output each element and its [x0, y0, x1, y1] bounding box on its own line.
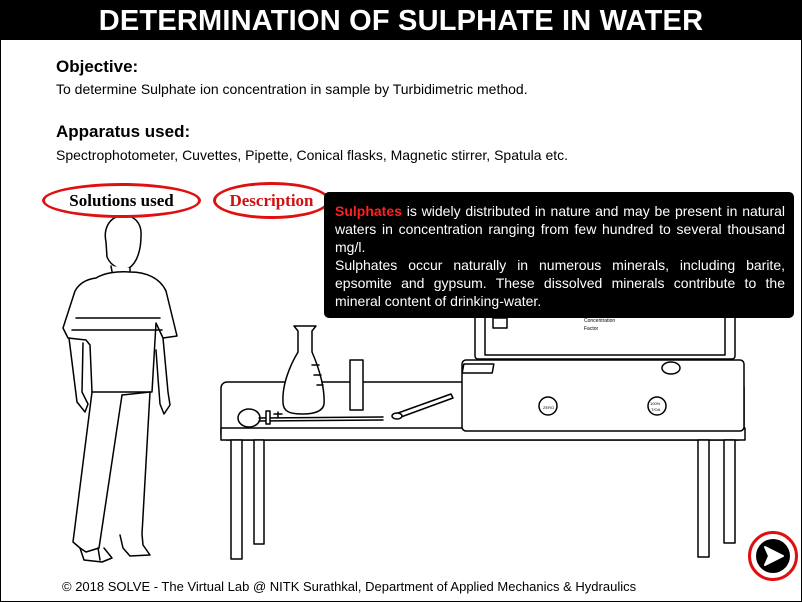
conical-flask: [283, 326, 324, 414]
description-paragraph-2: Sulphates occur naturally in numerous minerals, including barite, epsomite and gypsum. These dissolved minerals contribute to the mineral content of drinking-water.: [335, 257, 785, 309]
cuvette: [350, 360, 363, 410]
next-button[interactable]: [748, 531, 798, 581]
objective-heading: Objective:: [56, 57, 139, 76]
description-text-1: is widely distributed in nature and may be present in natural waters in concentration ranging from few hundred to several thousand mg/l.: [335, 203, 785, 255]
description-button[interactable]: Description: [213, 182, 330, 219]
zero-knob-label: ZERO: [543, 405, 555, 410]
description-highlight: Sulphates: [335, 203, 402, 219]
svg-text:T/OA: T/OA: [651, 407, 661, 412]
next-arrow-icon: [756, 539, 790, 573]
page-title: DETERMINATION OF SULPHATE IN WATER: [0, 0, 802, 40]
apparatus-heading: Apparatus used:: [56, 122, 191, 141]
solutions-used-button[interactable]: Solutions used: [42, 183, 201, 218]
description-paragraph-1: [335, 202, 785, 256]
apparatus-text: Spectrophotometer, Cuvettes, Pipette, Conical flasks, Magnetic stirrer, Spatula etc.: [56, 147, 569, 163]
factor-label: Factor: [584, 326, 599, 332]
concentration-label: Concentration: [584, 318, 616, 324]
transmittance-knob-label: 100%: [650, 401, 661, 406]
person-figure: [63, 216, 177, 562]
description-popup: [324, 192, 794, 318]
footer-copyright: © 2018 SOLVE - The Virtual Lab @ NITK Surathkal, Department of Applied Mechanics & Hydraulics: [62, 579, 637, 594]
objective-text: To determine Sulphate ion concentration in sample by Turbidimetric method.: [56, 81, 528, 97]
